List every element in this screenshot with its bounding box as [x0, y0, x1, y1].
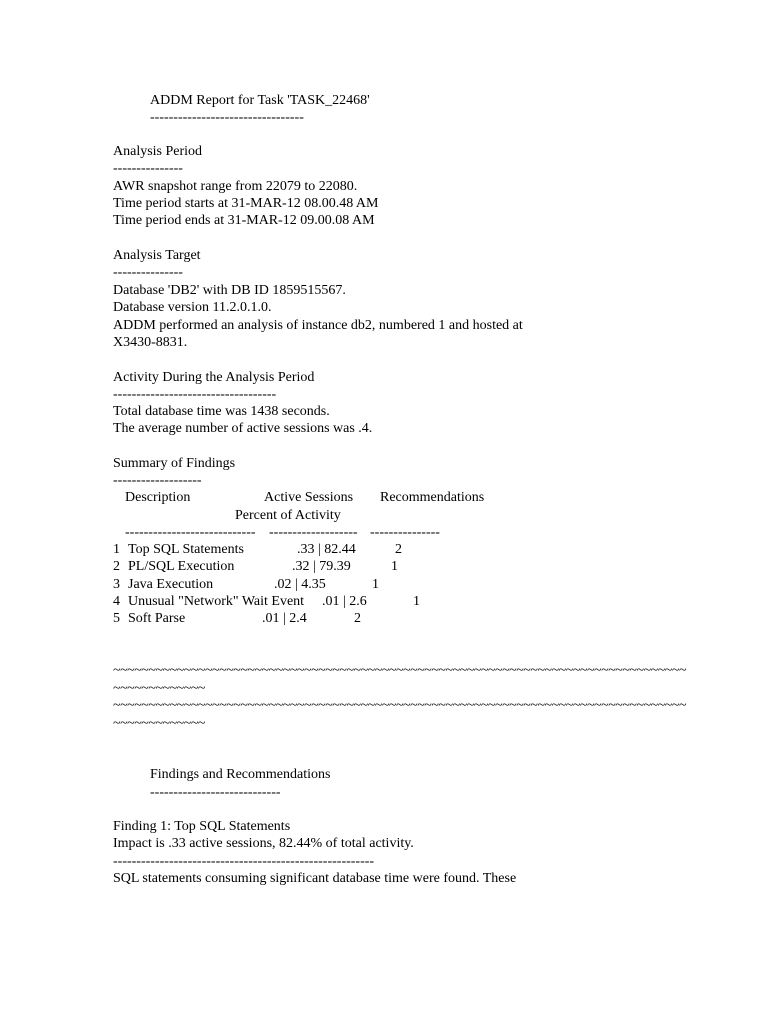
tilde-separator: ~~~~~~~~~~~~~~~~~~~~~~~~~~~~~~~~~~~~~~~~~~~~~~~~~~~~~~~~~~~~~~~~~~~~~~~~~~~~~~~~~	[113, 663, 687, 678]
analysis-target-line: Database 'DB2' with DB ID 1859515567.	[113, 283, 346, 298]
tilde-separator: ~~~~~~~~~~~~~	[113, 681, 205, 696]
summary-row-sessions: .33 | 82.44	[297, 542, 356, 557]
summary-row-description: Java Execution	[128, 577, 214, 592]
summary-row-number: 4	[113, 594, 120, 609]
finding-rule: --------------------------------------------------------	[113, 854, 375, 869]
summary-row-recommendations: 1	[372, 577, 379, 592]
report-title: ADDM Report for Task 'TASK_22468'	[150, 93, 370, 108]
analysis-period-line: AWR snapshot range from 22079 to 22080.	[113, 179, 358, 194]
activity-rule: -----------------------------------	[113, 387, 277, 402]
activity-line: The average number of active sessions was .4.	[113, 421, 373, 436]
summary-row-sessions: .02 | 4.35	[274, 577, 326, 592]
analysis-period-line: Time period starts at 31-MAR-12 08.00.48 AM	[113, 196, 379, 211]
summary-row-sessions: .32 | 79.39	[292, 559, 351, 574]
summary-row-number: 1	[113, 542, 120, 557]
col-header-percent: Percent of Activity	[235, 508, 341, 523]
findings-heading: Findings and Recommendations	[150, 767, 331, 782]
summary-row-recommendations: 1	[413, 594, 420, 609]
col-header-recommendations: Recommendations	[380, 490, 485, 505]
summary-row-description: PL/SQL Execution	[128, 559, 235, 574]
report-title-rule: ---------------------------------	[150, 110, 304, 125]
analysis-target-heading: Analysis Target	[113, 248, 201, 263]
summary-row-number: 2	[113, 559, 120, 574]
col-header-description: Description	[125, 490, 191, 505]
summary-row-description: Unusual "Network" Wait Event	[128, 594, 305, 609]
col-header-active-sessions: Active Sessions	[264, 490, 354, 505]
summary-rule: -------------------	[113, 473, 202, 488]
summary-row-description: Top SQL Statements	[128, 542, 244, 557]
analysis-target-line: X3430-8831.	[113, 335, 188, 350]
tilde-separator: ~~~~~~~~~~~~~~~~~~~~~~~~~~~~~~~~~~~~~~~~~~~~~~~~~~~~~~~~~~~~~~~~~~~~~~~~~~~~~~~~~	[113, 698, 687, 713]
analysis-period-heading: Analysis Period	[113, 144, 203, 159]
analysis-period-rule: ---------------	[113, 161, 183, 176]
summary-row-description: Soft Parse	[128, 611, 186, 626]
col-rule-active-sessions: -------------------	[269, 525, 358, 540]
analysis-target-rule: ---------------	[113, 265, 183, 280]
summary-row-sessions: .01 | 2.6	[322, 594, 367, 609]
finding-text: SQL statements consuming significant database time were found. These	[113, 871, 517, 886]
finding-title: Finding 1: Top SQL Statements	[113, 819, 291, 834]
summary-row-number: 5	[113, 611, 120, 626]
findings-rule: ----------------------------	[150, 785, 281, 800]
finding-impact: Impact is .33 active sessions, 82.44% of total activity.	[113, 836, 414, 851]
analysis-period-line: Time period ends at 31-MAR-12 09.00.08 AM	[113, 213, 375, 228]
summary-row-sessions: .01 | 2.4	[262, 611, 307, 626]
summary-row-recommendations: 2	[395, 542, 402, 557]
summary-heading: Summary of Findings	[113, 456, 236, 471]
summary-row-recommendations: 2	[354, 611, 361, 626]
col-rule-description: ----------------------------	[125, 525, 256, 540]
activity-heading: Activity During the Analysis Period	[113, 370, 315, 385]
summary-row-recommendations: 1	[391, 559, 398, 574]
analysis-target-line: ADDM performed an analysis of instance db2, numbered 1 and hosted at	[113, 318, 523, 333]
tilde-separator: ~~~~~~~~~~~~~	[113, 716, 205, 731]
analysis-target-line: Database version 11.2.0.1.0.	[113, 300, 272, 315]
summary-row-number: 3	[113, 577, 120, 592]
col-rule-recommendations: ---------------	[370, 525, 440, 540]
activity-line: Total database time was 1438 seconds.	[113, 404, 330, 419]
